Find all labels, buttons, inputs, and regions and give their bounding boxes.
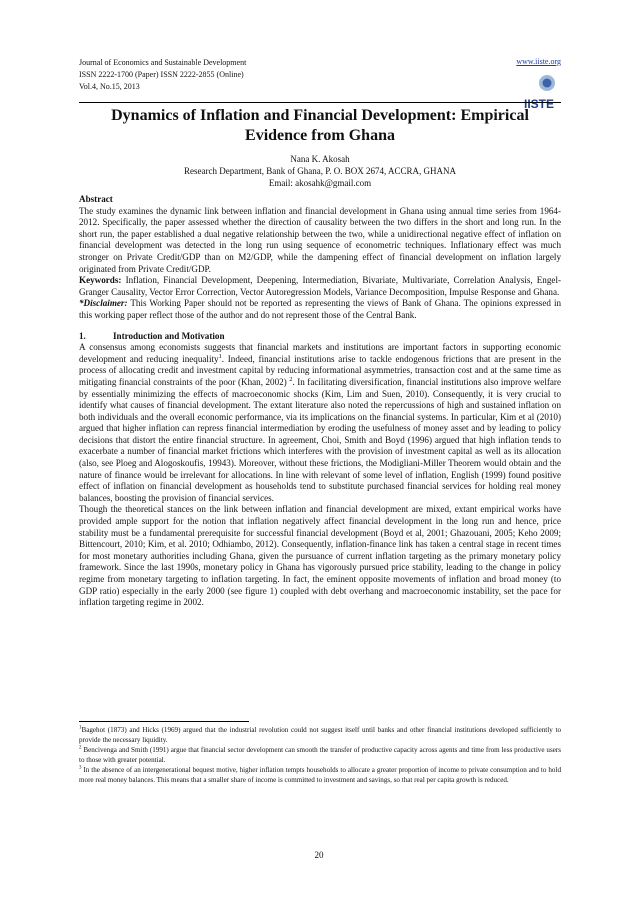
intro-p1-part-c: . In facilitating diversification, financial institutions also improve welfare by essentially minimizing the effects of macroeconomic shocks (Kim, Lim and Suen, 2010). Consequently, it is very crucial to identify what causes of financial development. The extant literature also noted the repercussions of high and sustained inflation on both individuals and the overall economic performance, via its implications on the financial systems. In particular, Kim et al (2010) argued that higher inflation can repress financial intermediation by eroding the usefulness of money asset and by leading to policy decisions that distort the entire financial structure. In agreement, Choi, Smith and Boyd (1996) argued that high inflation tends to exacerbate a number of financial market frictions which interferes with the provision of investment capital as well as its allocation (also, see Ploeg and Alogoskoufis, 19943). Moreover, without these frictions, the Modigliani-Miller Theorem would obtain and the nature of finance would be irrelevant for allocations. In line with relevant of some level of inflation, English (1999) found positive effect of inflation on financial development as households tend to substitute purchased financial services for holding real money balances, boosting the provision of financial services. [79,376,561,503]
author-affiliation: Research Department, Bank of Ghana, P. O. BOX 2674, ACCRA, GHANA [184,166,456,176]
footnote [79,726,561,745]
keywords-text: Inflation, Financial Development, Deepening, Intermediation, Bivariate, Multivariate, Correlation Analysis, Engel-Granger Causality, Vector Error Correction, Vector Autoregression Models, Variance Decomposition, Impulse Response and Ghana. [79,275,561,297]
logo-text: IISTE [523,97,555,111]
keywords-label: Keywords: [79,275,122,286]
journal-header [79,57,246,93]
footnote-rule [79,721,249,722]
footnote-text: Bencivenga and Smith (1991) argue that financial sector development can smooth the transfer of productive capacity across agents and time from less productive users to those with greater potential. [79,746,561,764]
footnote-ref-2[interactable]: 2 [289,375,293,383]
footnote-text: Bagehot (1873) and Hicks (1969) argued that the industrial revolution could not suggest itself until banks and other financial institutions developed sufficiently to provide the necessary liquidity. [79,726,561,744]
footnotes [79,726,561,787]
journal-url-link[interactable]: www.iiste.org [516,57,561,66]
footnote [79,766,561,785]
author-name: Nana K. Akosah [290,154,350,164]
abstract-text: The study examines the dynamic link between inflation and financial development in Ghana using annual time series from 1964-2012. Specifically, the paper assessed whether the direction of causality between the two differs in the short and long run. In the short run, the paper established a dual negative relationship between the two, while a unidirectional negative effect of inflation on financial development was detected in the long run using sequence of econometric techniques. Inflationary effect was much stronger on Private Credit/GDP than on M2/GDP, while the dampening effect of financial development on inflation largely originated from Private Credit/GDP. [79,205,561,274]
abstract-heading: Abstract [79,194,113,204]
intro-p1-part-a: A consensus among economists suggests that financial markets and institutions are important factors in supporting economic development and reducing inequality [79,342,561,364]
disclaimer-label: *Disclaimer: [79,298,128,309]
disclaimer-paragraph [79,298,561,321]
section-number: 1. [79,330,86,341]
intro-p1-part-b: . Indeed, financial institutions arise to tackle endogenous frictions that are present in the process of allocating credit and investment capital by reducing informational asymmetries, transaction cost and at the same time as mitigating financial constraints of the poor (Khan, 2002) [79,353,561,387]
keywords-paragraph [79,275,561,298]
volume-line: Vol.4, No.15, 2013 [79,82,140,91]
section-heading [79,331,561,343]
footnote-ref-1[interactable]: 1 [218,352,222,360]
disclaimer-text: This Working Paper should not be reported as representing the views of Bank of Ghana. The opinions expressed in this working paper reflect those of the author and do not represent those of the Central Bank. [79,298,562,320]
issn-line: ISSN 2222-1700 (Paper) ISSN 2222-2855 (Online) [79,70,244,79]
header-rule [79,102,561,103]
author-email: Email: akosahk@gmail.com [268,178,372,188]
journal-name: Journal of Economics and Sustainable Development [79,58,247,67]
author-block [79,153,561,189]
paper-title: Dynamics of Inflation and Financial Development: Empirical Evidence from Ghana [111,107,529,144]
intro-paragraph-1 [79,342,561,504]
paper-body [79,194,561,609]
iiste-logo-icon [517,71,561,111]
section-title: Introduction and Motivation [113,330,225,341]
footnote-mark: 3 [79,766,82,772]
footnote-mark: 2 [79,745,82,751]
intro-paragraph-2: Though the theoretical stances on the link between inflation and financial development are mixed, extant empirical works have provided ample support for the notion that inflation negatively affect financial development in the long run and hence, price stability must be a fundamental prerequisite for successful financial development (Boyd et al, 2001; Ghazouani, 2005; Keho 2009; Bittencourt, 2010; Kim, et al. 2010; Odhiambo, 2012). Consequently, inflation-finance link has taken a central stage in recent times for most monetary authorities including Ghana, given the pursuance of current inflation targeting as the primary monetary policy framework. Since the last 1990s, monetary policy in Ghana has vigorously pursued price stability, leading to the change in policy regime from monetary targeting to inflation targeting. In fact, the eminent opposite movements of inflation and broad money (to GDP ratio) especially in the early 2000 (see figure 1) coupled with debt overhang and macroeconomic instability, set the pace for inflation targeting regime in 2002. [79,504,561,608]
footnote [79,746,561,765]
page-number: 20 [314,850,324,860]
footnote-mark: 1 [79,725,82,731]
footnote-text: In the absence of an intergenerational bequest motive, higher inflation tempts households to allocate a greater proportion of income to private consumption and to hold more real money balances. This means that a smaller share of income is committed to investment and savings, so that real per capita growth is reduced. [79,766,561,784]
